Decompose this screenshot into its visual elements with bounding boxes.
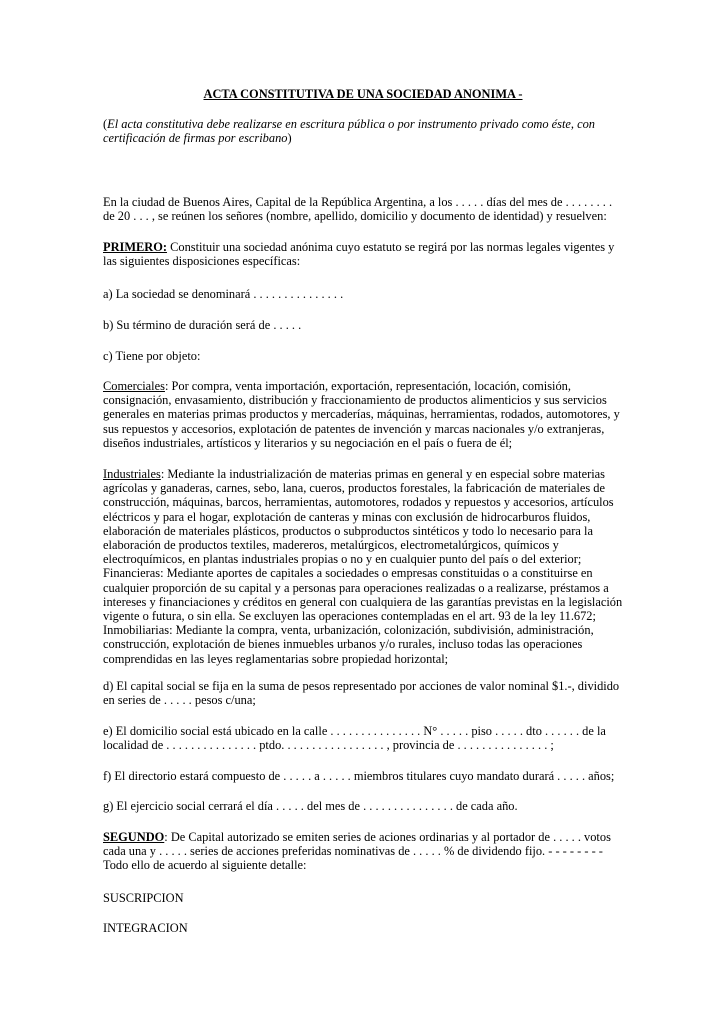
document-title: ACTA CONSTITUTIVA DE UNA SOCIEDAD ANONIMA - [203,87,523,101]
industriales-heading: Industriales [103,467,161,481]
item-d: d) El capital social se fija en la suma de pesos representado por acciones de valor nominal $1.-, dividido en series de . . . . . pesos c/una; [103,679,620,708]
primero-text: Constituir una sociedad anónima cuyo estatuto se regirá por las normas legales vigentes y las siguientes disposiciones específicas: [103,240,615,269]
segundo-heading: SEGUNDO [103,830,165,844]
comerciales-paragraph [103,379,623,450]
item-g: g) El ejercicio social cerrará el día . . . . . del mes de . . . . . . . . . . . . . . . de cada año. [103,799,518,813]
industriales-paragraph [103,467,623,666]
segundo-clause [103,830,623,873]
segundo-text: : De Capital autorizado se emiten series de aciones ordinarias y al portador de . . . . . votos cada una y . . . . . series de acciones preferidas nominativas de . . . . . % de dividendo fijo. - - - - - - - - Todo ello de acuerdo al siguiente detalle: [103,830,611,873]
item-e: e) El domicilio social está ubicado en la calle . . . . . . . . . . . . . . . N° . . . . . piso . . . . . dto . . . . . . de la localidad de . . . . . . . . . . . . . . . ptdo. . . . . . . . . . . . . . . . . , provincia de . . . . . . . . . . . . . . . ; [103,724,606,753]
integracion-label: INTEGRACION [103,921,188,935]
document-note [103,117,623,145]
suscripcion-label: SUSCRIPCION [103,891,184,905]
intro-paragraph: En la ciudad de Buenos Aires, Capital de la República Argentina, a los . . . . . días del mes de . . . . . . . . de 20 . . . , se reúnen los señores (nombre, apellido, domicilio y documento de identidad) y resuelven: [103,195,613,224]
item-f: f) El directorio estará compuesto de . . . . . a . . . . . miembros titulares cuyo mandato durará . . . . . años; [103,769,615,783]
comerciales-heading: Comerciales [103,379,165,393]
note-open-paren: ( [103,117,108,131]
primero-heading: PRIMERO: [103,240,168,254]
item-a: a) La sociedad se denominará . . . . . . . . . . . . . . . [103,287,344,301]
note-text: El acta constitutiva debe realizarse en escritura pública o por instrumento privado como éste, con certificación de firmas por escribano [103,117,596,146]
primero-clause [103,240,623,268]
item-b: b) Su término de duración será de . . . . . [103,318,302,332]
industriales-text: : Mediante la industrialización de materias primas en general y en especial sobre materias agrícolas y ganaderas, carnes, sebo, lana, cueros, productos forestales, la fabricación de materiales de construcción, máquinas, barcos, herramientas, automotores, rodados y repuestos y accesorios, artículos eléctricos y para el hogar, explotación de canteras y minas con exclusión de hidrocarburos fluidos, elaboración de materiales plásticos, productos o subproductos sintéticos y todo lo necesario para la elaboración de productos textiles, madereros, metalúrgicos, electrometalúrgicos, químicos y electroquímicos, en plantas industriales propias o no y en cualquier punto del país o del exterior; Financieras: Mediante aportes de capitales a sociedades o empresas constituidas o a constituirse en cualquier proporción de su capital y a personas para operaciones realizadas o a realizarse, préstamos a intereses y financiaciones y créditos en general con cualquiera de las garantías previstas en la legislación vigente o futura, o sin ella. Se excluyen las operaciones contempladas en el art. 93 de la ley 11.672; Inmobiliarias: Mediante la compra, venta, urbanización, colonización, subdivisión, administración, construcción, explotación de bienes inmuebles urbanos y/o rurales, incluso todas las operaciones comprendidas en las leyes reglamentarias sobre propiedad horizontal; [103,467,623,666]
comerciales-text: : Por compra, venta importación, exportación, representación, locación, comisión, consignación, envasamiento, distribución y fraccionamiento de productos alimenticios y sus servicios generales en materias primas productos y mercaderías, máquinas, herramientas, rodados, automotores, y sus repuestos y accesorios, explotación de patentes de invención y marcas nacionales y/o extranjeras, diseños industriales, artísticos y literarios y su negociación en el país o fuera de él; [103,379,620,450]
item-c: c) Tiene por objeto: [103,349,201,363]
note-close-paren: ) [287,131,292,146]
